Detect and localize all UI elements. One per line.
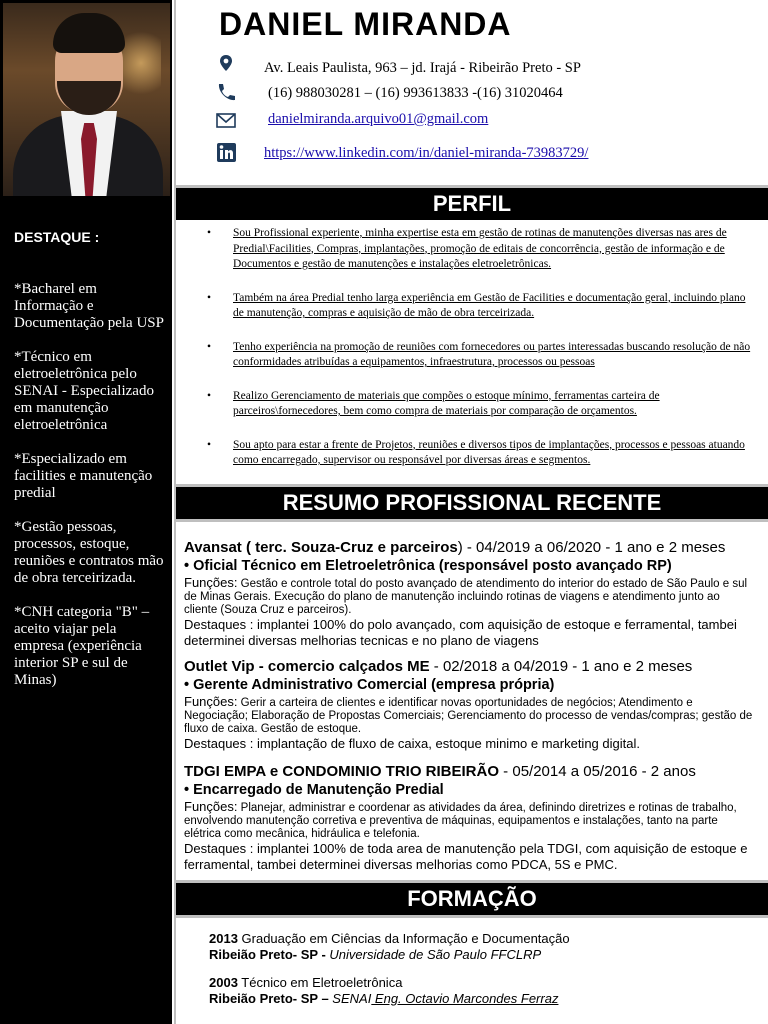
highlights-heading: DESTAQUE :	[14, 229, 100, 245]
highlight-item: *Técnico em eletroeletrônica pelo SENAI - Especializado em manutenção eletroeletrônica	[14, 349, 154, 433]
phone-numbers: (16) 988030281 – (16) 993613833 -(16) 31020464	[268, 85, 563, 101]
highlight-item: *Especializado em facilities e manutenção predial	[14, 451, 153, 501]
job-company: Outlet Vip - comercio calçados ME	[184, 658, 430, 675]
candidate-name: DANIEL MIRANDA	[219, 6, 512, 42]
linkedin-icon	[215, 143, 237, 163]
resumo-heading: RESUMO PROFISSIONAL RECENTE	[176, 487, 768, 519]
perfil-bullet: • Sou apto para estar a frente de Projetos, reuniões e diversos tipos de implantações, processos e pessoas atuando como encarregado, supervisor ou responsável por diversas áreas e segmentos.	[207, 438, 745, 466]
job-functions-label: Funções:	[184, 575, 238, 590]
education-city: Ribeião Preto- SP –	[209, 991, 333, 1006]
education-school: Universidade de São Paulo FFCLRP	[329, 947, 542, 962]
job-highlights: implantei 100% de toda area de manutenção pela TDGI, com aquisição de estoque e ferramental, tambei determinei diversas melhorias como PDCA, 5S e PMC.	[184, 841, 748, 872]
email-icon	[215, 111, 237, 131]
section-rule	[176, 915, 768, 918]
education-course: Graduação em Ciências da Informação e Documentação	[237, 931, 570, 946]
education-entry	[209, 931, 570, 963]
job-period: - 02/2018 a 04/2019 - 1 ano e 2 meses	[429, 658, 693, 675]
perfil-bullet: • Sou Profissional experiente, minha expertise esta em gestão de rotinas de manutenções diversas nas ares de Predial\Facilities, Compras, implantações, promoção de editais de concorrência, gestão de informação e de Documentos e gestão de manutenções e instalações eletroeletrônicas.	[207, 227, 727, 270]
job-role: • Gerente Administrativo Comercial (empresa própria)	[184, 677, 555, 693]
education-year: 2013	[209, 931, 238, 946]
highlight-item: *CNH categoria "B" – aceito viajar pela empresa (experiência interior SP e sul de Minas)	[14, 604, 150, 688]
job-functions: Gestão e controle total do posto avançado de atendimento do interior do estado de São Paulo e sul de Minas Gerais. Execução do plano de manutenção incluindo rotinas de viagens e atendimento junto ao cliente (Souza Cruz e parceiros).	[184, 578, 748, 616]
job-entry	[184, 763, 754, 872]
education-course: Técnico em Eletroeletrônica	[237, 975, 403, 990]
highlights-list	[14, 281, 164, 706]
highlight-item: *Gestão pessoas, processos, estoque, reuniões e contratos mão de obra terceirizada.	[14, 519, 164, 586]
job-role: • Encarregado de Manutenção Predial	[184, 782, 444, 798]
linkedin-link[interactable]: https://www.linkedin.com/in/daniel-miranda-73983729/	[264, 145, 589, 161]
address-text: Av. Leais Paulista, 963 – jd. Irajá - Ribeirão Preto - SP	[264, 60, 581, 76]
education-entry	[209, 975, 558, 1007]
job-highlights: implantação de fluxo de caixa, estoque minimo e marketing digital.	[253, 736, 640, 751]
job-functions-label: Funções:	[184, 799, 238, 814]
section-rule	[176, 519, 768, 522]
education-school-name: Eng. Octavio Marcondes Ferraz	[371, 991, 559, 1006]
job-company: Avansat ( terc. Souza-Cruz e parceiros	[184, 539, 458, 556]
job-highlights-label: Destaques :	[184, 736, 254, 751]
education-school: SENAI	[332, 991, 372, 1006]
education-city: Ribeião Preto- SP -	[209, 947, 330, 962]
perfil-bullet: • Realizo Gerenciamento de materiais que compões o estoque mínimo, ferramentas carteira de parceiros\fornecedores, bem como compra de materiais por comparação de orçamentos.	[207, 389, 660, 417]
perfil-bullet: • Tenho experiência na promoção de reuniões com fornecedores ou partes interessadas buscando resolução de não conformidades atribuídas a equipamentos, infraestrutura, processos ou pessoas	[207, 340, 751, 368]
perfil-bullet: • Também na área Predial tenho larga experiência em Gestão de Facilities e documentação geral, incluindo plano de manutenção, compras e aquisição de mão de obra terceirizada.	[207, 291, 746, 319]
job-period: - 05/2014 a 05/2016 - 2 anos	[499, 763, 696, 780]
job-period: ) - 04/2019 a 06/2020 - 1 ano e 2 meses	[457, 539, 726, 556]
location-pin-icon	[215, 54, 237, 74]
formacao-heading: FORMAÇÃO	[176, 883, 768, 915]
perfil-heading: PERFIL	[176, 188, 768, 220]
sidebar	[0, 0, 172, 1024]
profile-photo	[3, 3, 170, 196]
highlight-item: *Bacharel em Informação e Documentação pela USP	[14, 281, 164, 331]
education-year: 2003	[209, 975, 238, 990]
job-functions-label: Funções:	[184, 694, 238, 709]
job-highlights: implantei 100% do polo avançado, com aquisição de estoque e ferramental, tambei determinei diversas melhorias tecnicas e no plano de viagens	[184, 617, 737, 648]
perfil-list	[207, 226, 752, 487]
job-functions: Planejar, administrar e coordenar as atividades da área, definindo diretrizes e rotinas de trabalho, envolvendo manutenção corretiva e preventiva de máquinas, equipamentos e instalações, tanto na parte elétrica como mecânica, hidráulica e telefonia.	[184, 802, 737, 840]
phone-icon	[215, 82, 237, 102]
email-link[interactable]: danielmiranda.arquivo01@gmail.com	[268, 111, 489, 127]
job-highlights-label: Destaques :	[184, 617, 254, 632]
job-entry	[184, 539, 754, 648]
job-entry	[184, 658, 754, 752]
job-role: • Oficial Técnico em Eletroeletrônica (responsável posto avançado RP)	[184, 558, 672, 574]
job-functions: Gerir a carteira de clientes e identificar novas oportunidades de negócios; Atendimento e Negociação; Elaboração de Propostas Comerciais; Gerenciamento do processo de vendas/compras; gestão de fluxo de caixa. Gestão de estoque.	[184, 697, 753, 735]
job-highlights-label: Destaques :	[184, 841, 254, 856]
job-company: TDGI EMPA e CONDOMINIO TRIO RIBEIRÃO	[184, 763, 500, 780]
